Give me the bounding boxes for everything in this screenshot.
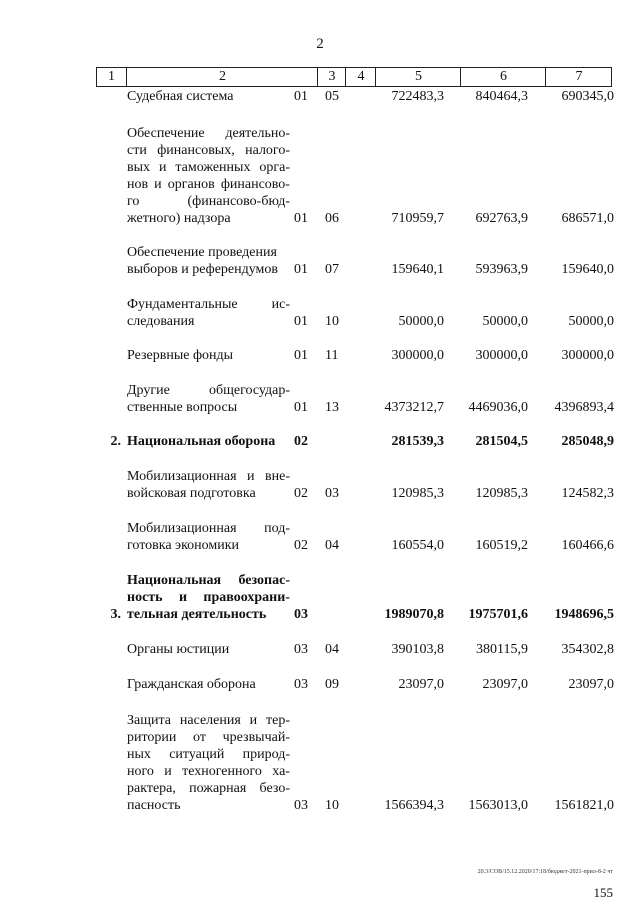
value-2022: 692763,9 <box>475 211 528 226</box>
section-code: 02 <box>294 538 308 553</box>
value-2023: 690345,0 <box>561 89 614 104</box>
row-title-line: пасность <box>127 798 181 813</box>
value-2023: 1948696,5 <box>554 607 614 622</box>
header-col-5: 5 <box>375 68 461 86</box>
value-2023: 50000,0 <box>568 314 614 329</box>
row-title-line <box>127 176 290 193</box>
row-title-line: Резервные фонды <box>127 348 234 363</box>
value-2022: 380115,9 <box>476 642 528 657</box>
subsection-code: 07 <box>325 262 339 277</box>
subsection-code: 09 <box>325 677 339 692</box>
value-2021: 710959,7 <box>391 211 444 226</box>
value-2023: 354302,8 <box>561 642 614 657</box>
word: Национальная <box>127 573 222 588</box>
value-2023: 300000,0 <box>561 348 614 363</box>
value-2022: 4469036,0 <box>468 400 528 415</box>
word: чрезвычай- <box>222 730 290 745</box>
word: вых <box>127 160 151 175</box>
word: и <box>249 713 258 728</box>
document-code: 20.3/СОВ/15.12.2020/17:18/бюджет-2021-прил-8-2 чт <box>477 869 613 875</box>
row-title <box>127 712 290 814</box>
value-2021: 159640,1 <box>391 262 444 277</box>
subsection-code: 05 <box>325 89 339 104</box>
row-title-line <box>127 125 290 142</box>
subsection-code: 10 <box>325 798 339 813</box>
word: орга- <box>259 160 290 175</box>
row-title-line: выборов и референдумов <box>127 262 279 277</box>
header-col-7: 7 <box>545 68 612 86</box>
row-title-line <box>127 142 290 159</box>
row-title <box>127 572 290 623</box>
section-code: 02 <box>294 434 308 449</box>
value-2021: 4373212,7 <box>384 400 444 415</box>
word: безопас- <box>238 573 290 588</box>
word: таможенных <box>175 160 251 175</box>
word: Фундаментальные <box>127 297 238 312</box>
word: ха- <box>272 764 290 779</box>
word: финансовых, <box>157 143 235 158</box>
section-code: 02 <box>294 486 308 501</box>
row-title-line <box>127 520 290 537</box>
value-2022: 281504,5 <box>475 434 528 449</box>
row-title-line: Обеспечение проведения <box>127 245 277 260</box>
word: ных <box>127 747 151 762</box>
section-code: 01 <box>294 211 308 226</box>
value-2022: 160519,2 <box>475 538 528 553</box>
header-col-2: 2 <box>126 68 318 86</box>
value-2023: 285048,9 <box>561 434 614 449</box>
value-2022: 1563013,0 <box>468 798 528 813</box>
word: Мобилизационная <box>127 521 237 536</box>
sheet-number: 155 <box>593 885 613 900</box>
subsection-code: 03 <box>325 486 339 501</box>
value-2021: 23097,0 <box>398 677 444 692</box>
row-title-line: жетного) надзора <box>127 211 231 226</box>
row-title <box>127 520 290 554</box>
word: и <box>247 469 255 484</box>
row-title-line: войсковая подготовка <box>127 486 256 501</box>
word: ситуаций <box>169 747 225 762</box>
row-title <box>127 468 290 502</box>
word: налого- <box>245 143 290 158</box>
value-2021: 1566394,3 <box>384 798 444 813</box>
value-2022: 840464,3 <box>475 89 528 104</box>
row-title-line <box>127 729 290 746</box>
section-code: 03 <box>294 798 308 813</box>
value-2023: 160466,6 <box>561 538 614 553</box>
value-2022: 120985,3 <box>475 486 528 501</box>
page-number: 2 <box>316 36 324 52</box>
word: и <box>158 160 167 175</box>
word: от <box>193 730 206 745</box>
header-col-6: 6 <box>460 68 546 86</box>
row-number: 3. <box>110 607 121 622</box>
word: деятельно- <box>225 126 290 141</box>
section-code: 03 <box>294 642 308 657</box>
row-title-line: тельная деятельность <box>127 607 267 622</box>
word: и <box>154 177 162 192</box>
word: пожарная <box>189 781 247 796</box>
section-code: 01 <box>294 314 308 329</box>
section-code: 01 <box>294 348 308 363</box>
word: органов <box>167 177 215 192</box>
word: Обеспечение <box>127 126 205 141</box>
row-title-line <box>127 193 290 210</box>
header-col-1: 1 <box>108 69 115 84</box>
word: правоохрани- <box>203 590 290 605</box>
value-2021: 722483,3 <box>391 89 444 104</box>
section-code: 03 <box>294 677 308 692</box>
section-code: 01 <box>294 89 308 104</box>
value-2023: 159640,0 <box>561 262 614 277</box>
word: Мобилизационная <box>127 469 237 484</box>
word: нов <box>127 177 149 192</box>
subsection-code: 06 <box>325 211 339 226</box>
row-number: 2. <box>110 434 121 449</box>
word: тер- <box>265 713 290 728</box>
word: сти <box>127 143 147 158</box>
row-title-line: Судебная система <box>127 89 234 104</box>
row-title-line <box>127 746 290 763</box>
row-title-line <box>127 296 290 313</box>
value-2023: 4396893,4 <box>554 400 614 415</box>
row-title-line: Гражданская оборона <box>127 677 256 692</box>
value-2023: 1561821,0 <box>554 798 614 813</box>
section-code: 01 <box>294 400 308 415</box>
row-title <box>127 244 290 278</box>
row-title-line <box>127 159 290 176</box>
header-col-3: 3 <box>317 68 346 86</box>
row-title <box>127 347 290 364</box>
word: ис- <box>271 297 290 312</box>
row-title-line <box>127 589 290 606</box>
word: и <box>164 764 172 779</box>
word: ритории <box>127 730 177 745</box>
value-2021: 390103,8 <box>391 642 444 657</box>
row-title-line <box>127 712 290 729</box>
row-title-line: готовка экономики <box>127 538 240 553</box>
value-2022: 593963,9 <box>475 262 528 277</box>
value-2022: 300000,0 <box>475 348 528 363</box>
value-2021: 300000,0 <box>391 348 444 363</box>
word: финансово- <box>220 177 290 192</box>
row-title-line: Органы юстиции <box>127 642 230 657</box>
row-title-line <box>127 382 290 399</box>
row-title-line <box>127 780 290 797</box>
word: ного <box>127 764 154 779</box>
value-2022: 50000,0 <box>482 314 528 329</box>
row-title <box>127 641 290 658</box>
value-2021: 50000,0 <box>398 314 444 329</box>
word: Другие <box>127 383 170 398</box>
word: (финансово-бюд- <box>187 194 290 209</box>
word: техногенного <box>182 764 262 779</box>
row-title <box>127 296 290 330</box>
table-header <box>96 67 612 87</box>
row-title-line <box>127 468 290 485</box>
value-2023: 23097,0 <box>568 677 614 692</box>
word: природ- <box>242 747 290 762</box>
value-2021: 120985,3 <box>391 486 444 501</box>
subsection-code: 13 <box>325 400 339 415</box>
subsection-code: 04 <box>325 642 339 657</box>
value-2022: 1975701,6 <box>468 607 528 622</box>
value-2023: 124582,3 <box>561 486 614 501</box>
subsection-code: 10 <box>325 314 339 329</box>
word: рактера, <box>127 781 176 796</box>
value-2022: 23097,0 <box>482 677 528 692</box>
row-title <box>127 88 290 105</box>
row-title-line <box>127 763 290 780</box>
row-title <box>127 125 290 227</box>
subsection-code: 11 <box>325 348 339 363</box>
row-title <box>127 433 290 450</box>
row-title-line: следования <box>127 314 195 329</box>
word: вне- <box>265 469 290 484</box>
header-col-4: 4 <box>345 68 376 86</box>
word: общегосудар- <box>208 383 290 398</box>
subsection-code: 04 <box>325 538 339 553</box>
word: Защита <box>127 713 172 728</box>
section-code: 01 <box>294 262 308 277</box>
word: под- <box>264 521 290 536</box>
row-title-line: Национальная оборона <box>127 434 276 449</box>
word: ность <box>127 590 163 605</box>
row-title-line: ственные вопросы <box>127 400 238 415</box>
row-title <box>127 382 290 416</box>
word: населения <box>179 713 241 728</box>
value-2023: 686571,0 <box>561 211 614 226</box>
value-2021: 160554,0 <box>391 538 444 553</box>
word: го <box>127 194 140 209</box>
word: и <box>178 590 188 605</box>
value-2021: 1989070,8 <box>384 607 444 622</box>
row-title-line <box>127 572 290 589</box>
row-title <box>127 676 290 693</box>
value-2021: 281539,3 <box>391 434 444 449</box>
word: безо- <box>259 781 290 796</box>
section-code: 03 <box>294 607 308 622</box>
